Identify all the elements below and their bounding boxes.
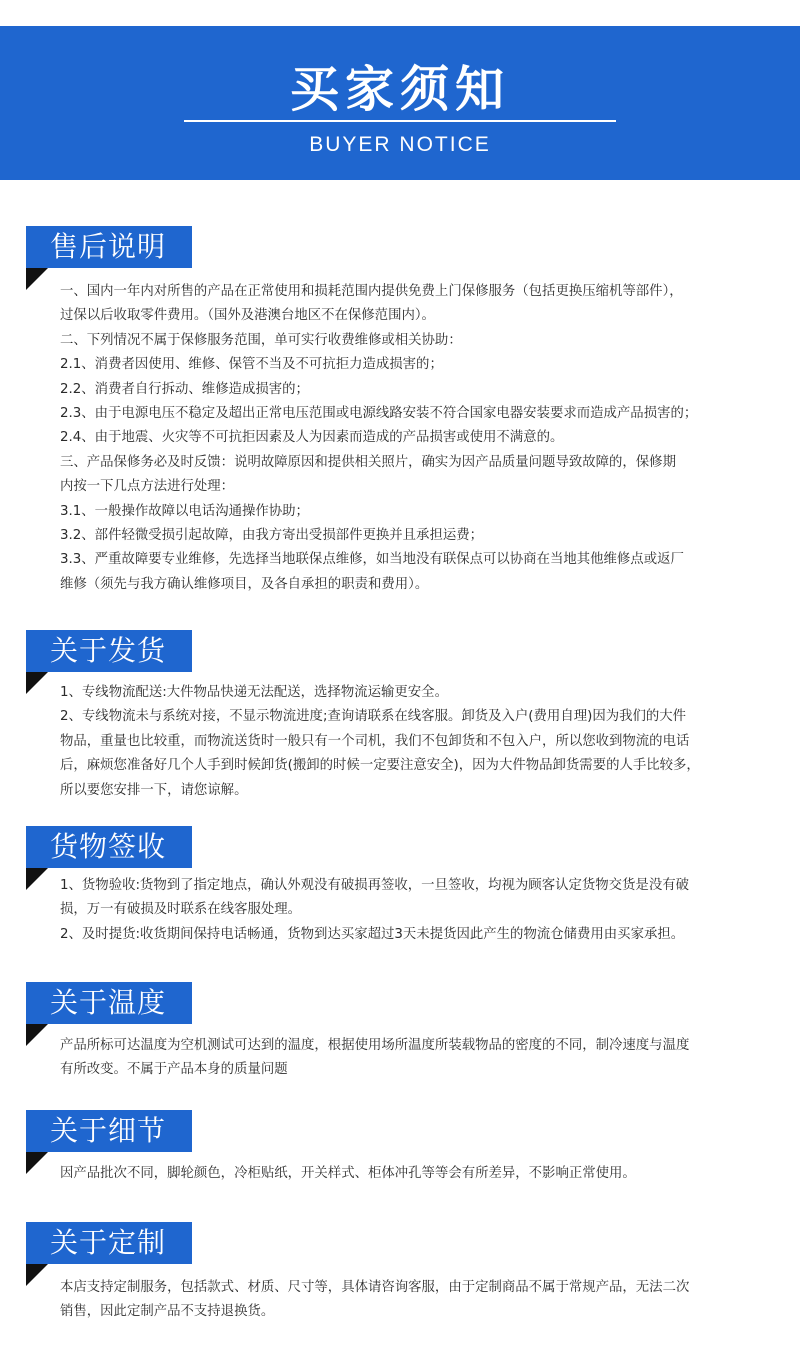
text-line: 3.3、严重故障要专业维修，先选择当地联保点维修，如当地没有联保点可以协商在当地其他维修点或返厂	[60, 552, 684, 568]
section-title: 关于定制	[26, 1222, 192, 1264]
text-line: 销售，因此定制产品不支持退换货。	[60, 1304, 275, 1320]
section-shipping	[0, 630, 800, 798]
section-body	[0, 874, 800, 947]
text-line: 1、专线物流配送:大件物品快递无法配送，选择物流运输更安全。	[60, 685, 448, 700]
section-title: 关于发货	[26, 630, 192, 672]
text-line: 产品所标可达温度为空机测试可达到的温度，根据使用场所温度所装载物品的密度的不同，制冷速度与温度	[60, 1038, 690, 1053]
text-line: 2、专线物流未与系统对接，不显示物流进度;查询请联系在线客服。卸货及入户(费用自理)因为我们的大件	[60, 709, 687, 725]
section-details	[0, 1110, 800, 1180]
text-line: 2.2、消费者自行拆动、维修造成损害的；	[60, 381, 309, 397]
text-line: 2.1、消费者因使用、维修、保管不当及不可抗拒力造成损害的；	[60, 357, 443, 373]
section-title: 关于温度	[26, 982, 192, 1024]
text-line: 有所改变。不属于产品本身的质量问题	[60, 1062, 288, 1078]
section-title: 关于细节	[26, 1110, 192, 1152]
text-line: 损，万一有破损及时联系在线客服处理。	[60, 902, 302, 918]
section-after-sales	[0, 226, 800, 592]
section-body	[0, 1276, 800, 1325]
section-body	[0, 681, 800, 803]
notice-header	[0, 0, 800, 180]
section-title: 售后说明	[26, 226, 192, 268]
text-line: 3.2、部件轻微受损引起故障，由我方寄出受损部件更换并且承担运费；	[60, 528, 484, 544]
section-temperature	[0, 982, 800, 1077]
section-body	[0, 1162, 800, 1186]
text-line: 维修（须先与我方确认维修项目，及各自承担的职责和费用）。	[60, 576, 429, 592]
text-line: 一、国内一年内对所售的产品在正常使用和损耗范围内提供免费上门保修服务（包括更换压缩机等部件），	[60, 284, 683, 299]
page-title: 买家须知	[289, 61, 510, 118]
page-subtitle: BUYER NOTICE	[309, 133, 491, 156]
text-line: 三、产品保修务必及时反馈：说明故障原因和提供相关照片，确实为因产品质量问题导致故障的，保修期	[60, 454, 676, 470]
section-body	[0, 280, 800, 597]
text-line: 所以要您安排一下，请您谅解。	[60, 782, 248, 798]
text-line: 3.1、一般操作故障以电话沟通操作协助；	[60, 503, 309, 519]
text-line: 内按一下几点方法进行处理：	[60, 479, 235, 495]
text-line: 后，麻烦您准备好几个人手到时候卸货(搬卸的时候一定要注意安全)，因为大件物品卸货需要的人手比较多，	[60, 758, 700, 774]
text-line: 2、及时提货:收货期间保持电话畅通，货物到达买家超过3天未提货因此产生的物流仓储费用由买家承担。	[60, 926, 685, 942]
text-line: 因产品批次不同，脚轮颜色，冷柜贴纸，开关样式、柜体冲孔等等会有所差异，不影响正常使用。	[60, 1166, 636, 1181]
section-customization	[0, 1222, 800, 1320]
text-line: 本店支持定制服务，包括款式、材质、尺寸等，具体请咨询客服，由于定制商品不属于常规产品，无法二次	[60, 1280, 690, 1295]
text-line: 2.4、由于地震、火灾等不可抗拒因素及人为因素而造成的产品损害或使用不满意的。	[60, 430, 564, 446]
text-line: 二、下列情况不属于保修服务范围，单可实行收费维修或相关协助：	[60, 332, 462, 348]
section-receipt	[0, 826, 800, 945]
section-body	[0, 1034, 800, 1083]
text-line: 2.3、由于电源电压不稳定及超出正常电压范围或电源线路安装不符合国家电器安装要求而造成产品损害的；	[60, 406, 698, 422]
text-line: 物品，重量也比较重，而物流送货时一般只有一个司机，我们不包卸货和不包入户，所以您收到物流的电话	[60, 733, 690, 749]
section-title: 货物签收	[26, 826, 192, 868]
text-line: 过保以后收取零件费用。（国外及港澳台地区不在保修范围内）。	[60, 308, 435, 324]
text-line: 1、货物验收:货物到了指定地点，确认外观没有破损再签收，一旦签收，均视为顾客认定货物交货是没有破	[60, 878, 689, 893]
title-divider	[184, 120, 616, 122]
